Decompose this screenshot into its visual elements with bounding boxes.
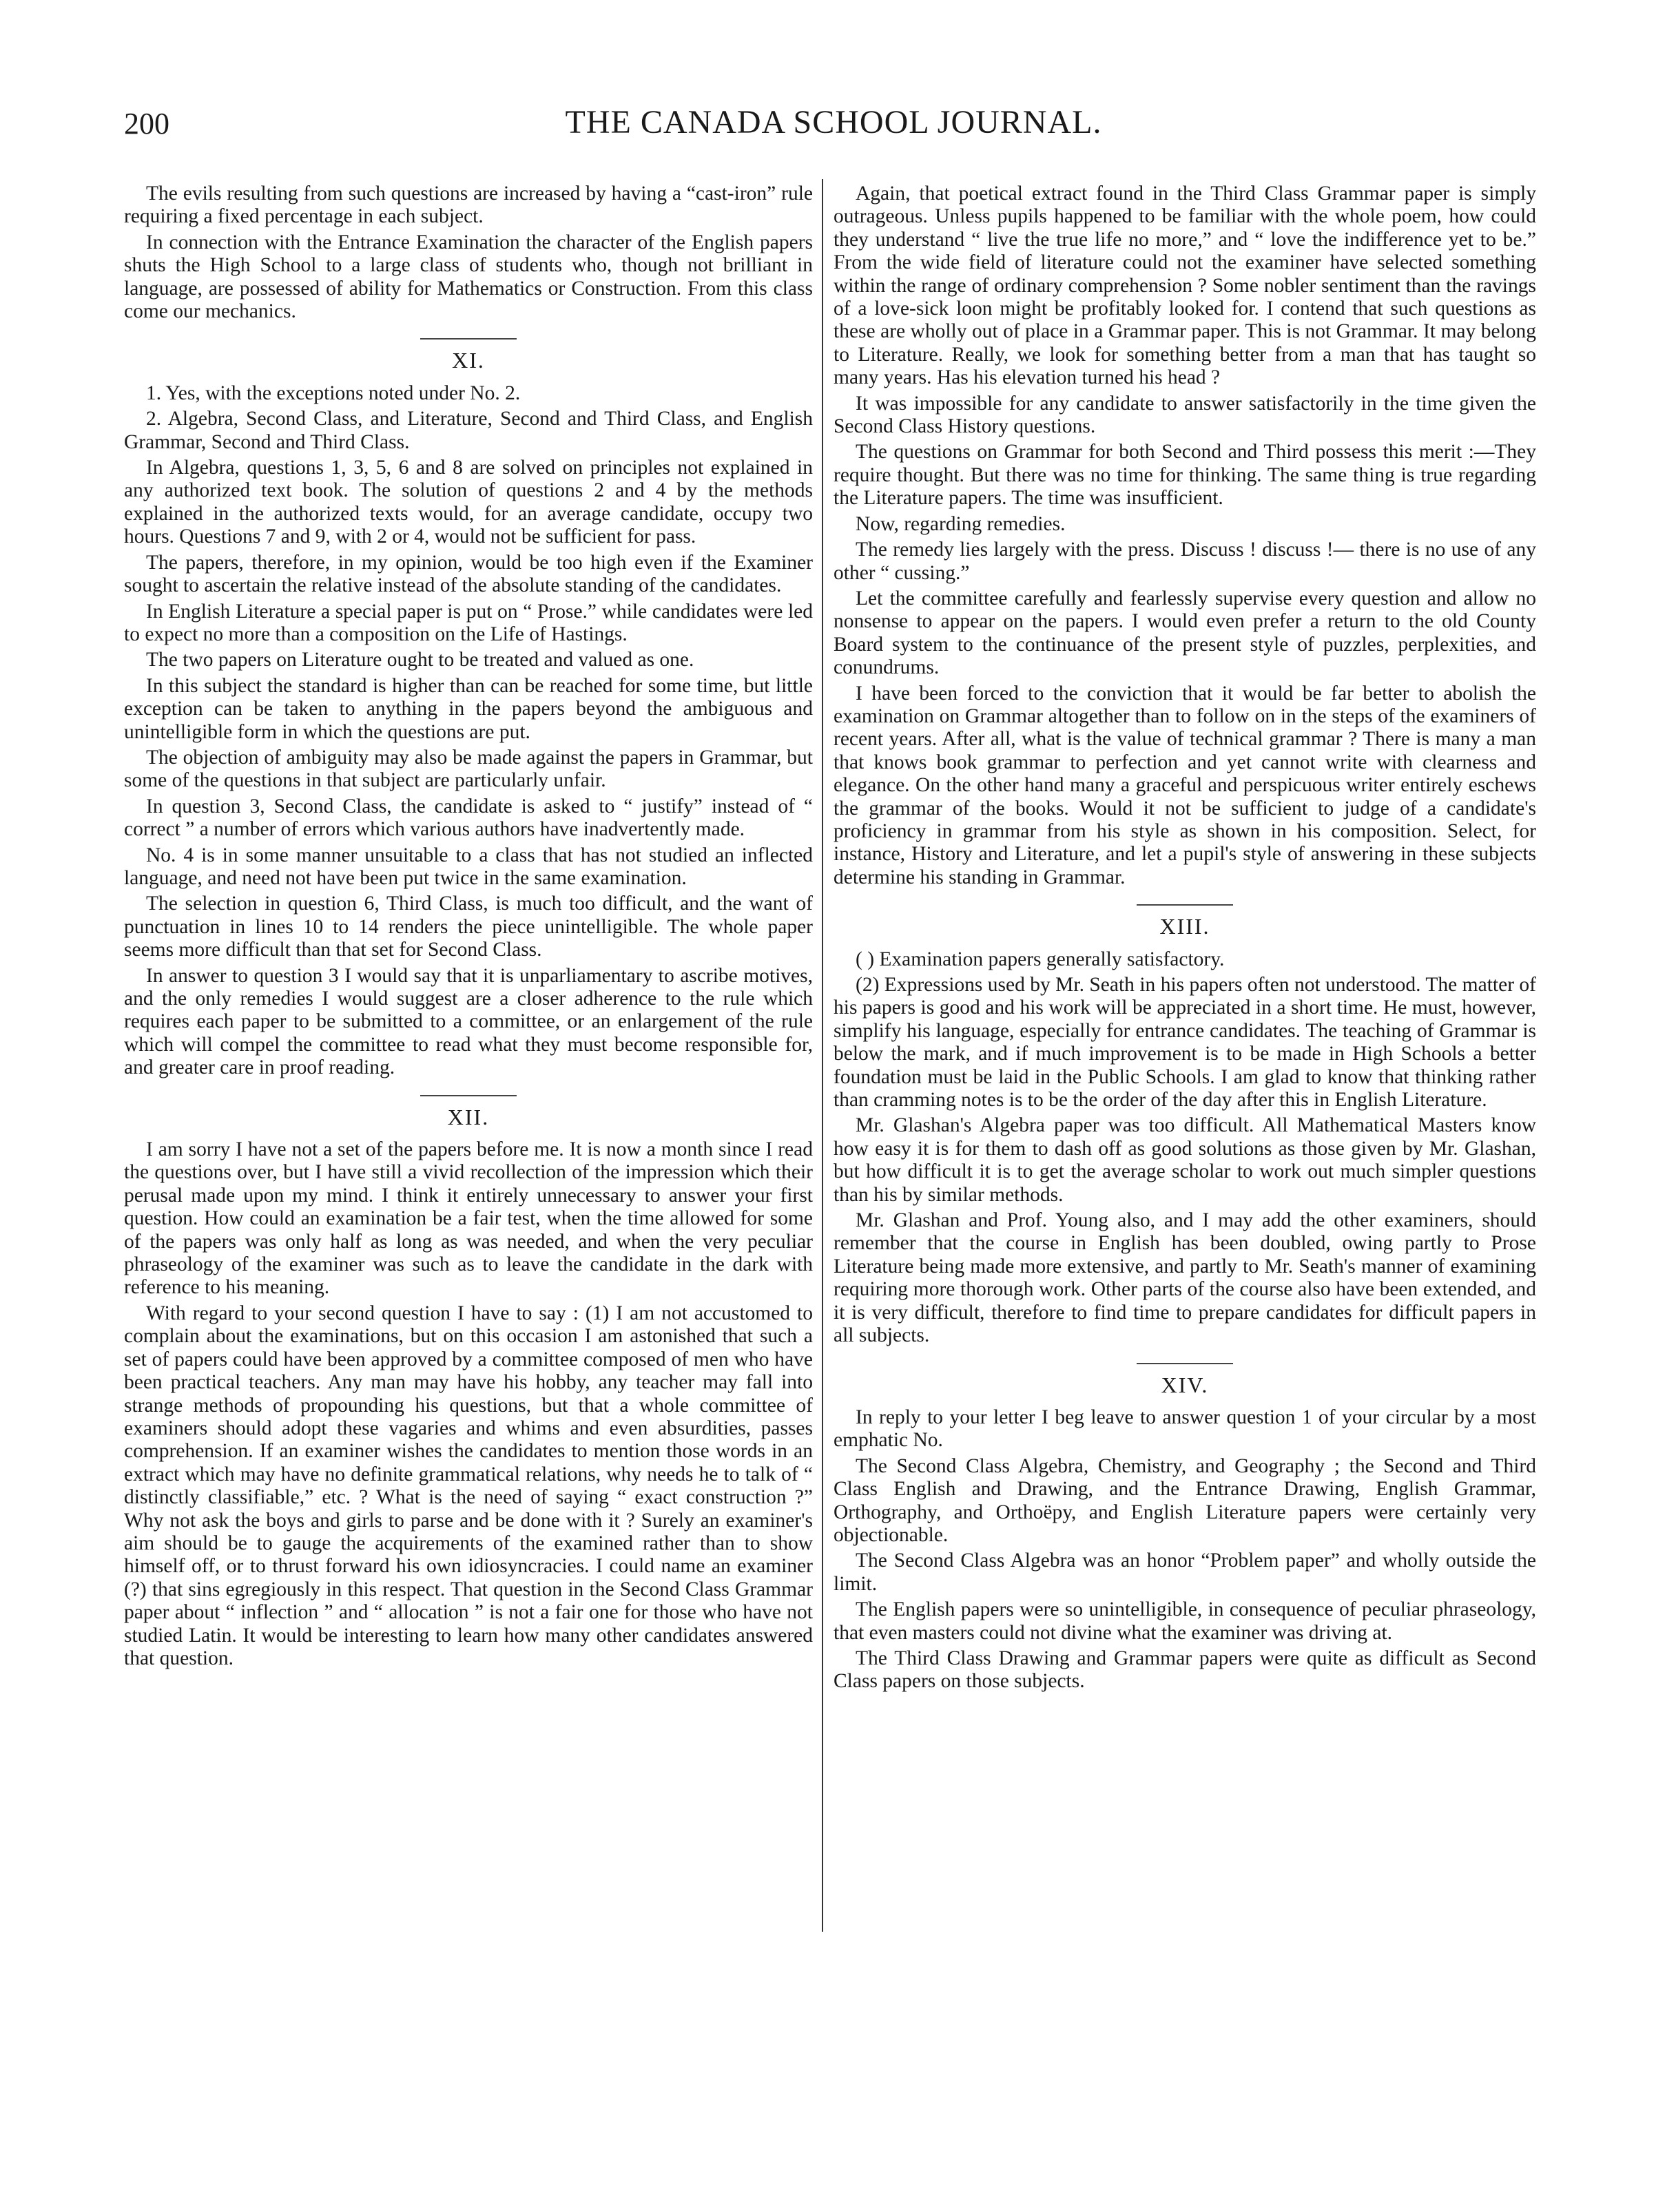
paragraph: (2) Expressions used by Mr. Seath in his papers often not understood. The matter of his papers is good and his work will be appreciated in a short time. He must, however, simplify his language, especially for entrance candidates. The teaching of Grammar is below the mark, and if much improvement is to be made in High Schools a better foundation must be laid in the Public Schools. I am glad to know that thinking rather than cramming notes is to be the order of the day after this in English Literature. — [834, 974, 1536, 1112]
paragraph: In connection with the Entrance Examination the character of the English papers shuts the High School to a large class of students who, though not brilliant in language, are possessed of ability for Mathematics or Construction. From this class come our mechanics. — [124, 231, 813, 323]
left-column — [124, 182, 813, 1673]
paragraph: In answer to question 3 I would say that it is unparliamentary to ascribe motives, and the only remedies I would suggest are a closer adherence to the rule which requires each paper to be submitted to a committee, or an enlargement of the rule which will compel the committee to read what they must become responsible for, and greater care in proof reading. — [124, 964, 813, 1079]
paragraph: Again, that poetical extract found in the Third Class Grammar paper is simply outrageous. Unless pupils happened to be familiar with the whole poem, how could they understand “ live the true life no more,” and “ love the indifference yet to be.” From the wide field of literature could not the examiner have selected something within the range of ordinary comprehension ? Some nobler sentiment than the ravings of a love-sick loon might be profitably looked for. I contend that such questions as these are wholly out of place in a Grammar paper. This is not Grammar. It may belong to Literature. Really, we look for something better from a man that has taught so many years. Has his elevation turned his head ? — [834, 182, 1536, 389]
paragraph: Let the committee carefully and fearlessly supervise every question and allow no nonsense to appear on the papers. I would even prefer a return to the old County Board system to the continuance of the present style of puzzles, perplexities, and conundrums. — [834, 587, 1536, 679]
section-heading-xii: XII. — [447, 1104, 490, 1129]
section-heading-xi: XI. — [452, 348, 485, 373]
section-rule — [1137, 1363, 1233, 1364]
paragraph: The objection of ambiguity may also be made against the papers in Grammar, but some of the questions in that subject are particularly unfair. — [124, 746, 813, 792]
paragraph: ( ) Examination papers generally satisfactory. — [856, 948, 1225, 970]
paragraph: The papers, therefore, in my opinion, would be too high even if the Examiner sought to ascertain the relative instead of the absolute standing of the candidates. — [124, 551, 813, 597]
section-rule — [420, 1095, 517, 1096]
journal-title: THE CANADA SCHOOL JOURNAL. — [565, 104, 1102, 140]
paragraph: Mr. Glashan's Algebra paper was too difficult. All Mathematical Masters know how easy it is for them to dash off as good solutions as those given by Mr. Glashan, but how difficult it is to get the average scholar to work out much simpler questions than his by similar methods. — [834, 1114, 1536, 1206]
paragraph: 1. Yes, with the exceptions noted under No. 2. — [146, 382, 521, 404]
paragraph: Now, regarding remedies. — [856, 512, 1066, 535]
right-column — [834, 182, 1536, 1696]
section-divider — [834, 1363, 1536, 1397]
section-rule — [1137, 904, 1233, 906]
paragraph: I am sorry I have not a set of the papers before me. It is now a month since I read the questions over, but I have still a vivid recollection of the impression which their perusal made upon my mind. I think it entirely unnecessary to answer your first question. How could an examination be a fair test, when the time allowed for some of the papers was only half as long as was needed, and when the very peculiar phraseology of the examiner was such as to leave the candidate in the dark with reference to his meaning. — [124, 1138, 813, 1299]
paragraph: The remedy lies largely with the press. Discuss ! discuss !— there is no use of any other “ cussing.” — [834, 539, 1536, 584]
paragraph: The questions on Grammar for both Second and Third possess this merit :—They require thought. But there was no time for thinking. The same thing is true regarding the Literature papers. The time was insufficient. — [834, 441, 1536, 510]
paragraph: In Algebra, questions 1, 3, 5, 6 and 8 are solved on principles not explained in any authorized text book. The solution of questions 2 and 4 by the methods explained in the authorized texts would, for an average candidate, occupy two hours. Questions 7 and 9, with 2 or 4, would not be sufficient for pass. — [124, 457, 813, 548]
paragraph: In English Literature a special paper is put on “ Prose.” while candidates were led to expect no more than a composition on the Life of Hastings. — [124, 600, 813, 645]
page-number: 200 — [124, 107, 169, 140]
paragraph: In question 3, Second Class, the candidate is asked to “ justify” instead of “ correct ” a number of errors which various authors have inadvertently made. — [124, 795, 813, 841]
section-heading-xiv: XIV. — [1161, 1372, 1209, 1397]
paragraph: The Second Class Algebra was an honor “Problem paper” and wholly outside the limit. — [834, 1550, 1536, 1595]
paragraph: In reply to your letter I beg leave to answer question 1 of your circular by a most emphatic No. — [834, 1406, 1536, 1452]
paragraph: It was impossible for any candidate to answer satisfactorily in the time given the Second Class History questions. — [834, 392, 1536, 438]
paragraph: Mr. Glashan and Prof. Young also, and I may add the other examiners, should remember that the course in English has been doubled, owing partly to Prose Literature being made more extensive, and partly to Mr. Seath's manner of examining requiring more thorough work. Other parts of the course also have been extended, and it is very difficult, therefore to find time to prepare candidates for difficult papers in all subjects. — [834, 1209, 1536, 1347]
page-header — [117, 103, 1550, 152]
paragraph: The Second Class Algebra, Chemistry, and Geography ; the Second and Third Class English and Drawing, and the Entrance Drawing, English Grammar, Orthography, and Orthoëpy, and English Literature papers were certainly very objectionable. — [834, 1454, 1536, 1546]
paragraph: In this subject the standard is higher than can be reached for some time, but little exception can be taken to anything in the papers beyond the ambiguous and unintelligible form in which the questions are put. — [124, 674, 813, 743]
paragraph: The two papers on Literature ought to be treated and valued as one. — [146, 649, 694, 671]
paragraph: With regard to your second question I have to say : (1) I am not accustomed to complain about the examinations, but on this occasion I am astonished that such a set of papers could have been approved by a committee composed of men who have been practical teachers. Any man may have his hobby, any teacher may fall into strange methods of propounding his questions, but that a whole committee of examiners should adopt these vagaries and whims and even absurdities, passes comprehension. If an examiner wishes the candidates to mention those words in an extract which may have no definite grammatical relations, why needs he to talk of “ distinctly classifiable,” etc. ? What is the need of saying “ exact construction ?” Why not ask the boys and girls to parse and be done with it ? Surely an examiner's aim should be to gauge the acquirements of the examined rather than to show himself off, or to thrust forward his own idiosyncracies. I could name an examiner (?) that sins egregiously in this respect. That question in the Second Class Grammar paper about “ inflection ” and “ allocation ” is not a fair one for those who have not studied Latin. It would be interesting to learn how many other candidates answered that question. — [124, 1302, 813, 1669]
section-rule — [420, 338, 517, 340]
paragraph: No. 4 is in some manner unsuitable to a class that has not studied an inflected language, and need not have been put twice in the same examination. — [124, 844, 813, 889]
section-heading-xiii: XIII. — [1159, 914, 1210, 939]
column-divider — [822, 179, 823, 1932]
section-divider — [124, 1095, 813, 1129]
section-divider — [834, 904, 1536, 938]
paragraph: The Third Class Drawing and Grammar papers were quite as difficult as Second Class papers on those subjects. — [834, 1647, 1536, 1693]
paragraph: I have been forced to the conviction that it would be far better to abolish the examination on Grammar altogether than to follow on in the steps of the examiners of recent years. After all, what is the value of technical grammar ? There is many a man that knows book grammar to perfection and yet cannot write with clearness and elegance. On the other hand many a graceful and perspicuous writer entirely eschews the grammar of the books. Would it not be sufficient to judge of a candidate's proficiency in grammar from his style as shown in his composition. Select, for instance, History and Literature, and let a pupil's style of answering in these subjects determine his standing in Grammar. — [834, 682, 1536, 888]
paragraph: The English papers were so unintelligible, in consequence of peculiar phraseology, that even masters could not divine what the examiner was driving at. — [834, 1598, 1536, 1644]
paragraph: 2. Algebra, Second Class, and Literature, Second and Third Class, and English Grammar, Second and Third Class. — [124, 408, 813, 453]
paragraph: The selection in question 6, Third Class, is much too difficult, and the want of punctuation in lines 10 to 14 renders the piece unintelligible. The whole paper seems more difficult than that set for Second Class. — [124, 893, 813, 961]
paragraph: The evils resulting from such questions are increased by having a “cast-iron” rule requiring a fixed percentage in each subject. — [124, 182, 813, 228]
section-divider — [124, 338, 813, 372]
